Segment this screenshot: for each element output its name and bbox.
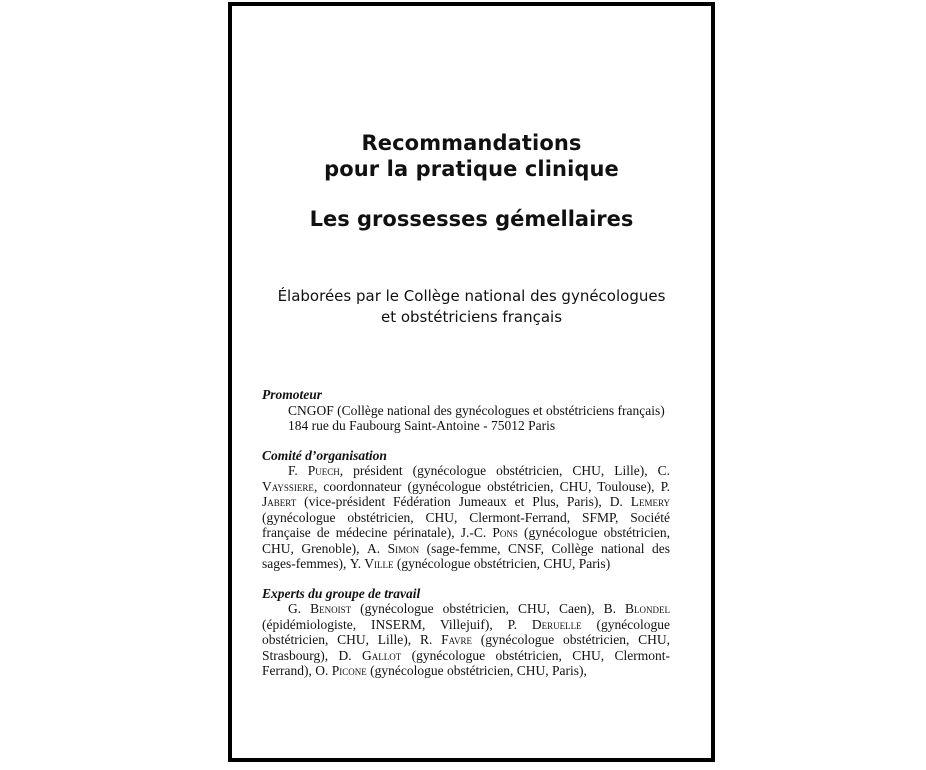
elaboration-line-2: et obstétriciens français [380, 308, 563, 326]
document-page [228, 2, 715, 762]
comite-heading: Comité d’organisation [262, 447, 387, 463]
page-title-line-1: Recommandations [361, 131, 582, 155]
page-subtitle: Les grossesses gémellaires [309, 207, 634, 231]
member-name: P. Jabert [262, 478, 670, 509]
promoteur-line-1: CNGOF (Collège national des gynécologues et obstétriciens français) [288, 402, 665, 418]
member-role: , coordonnateur (gynécologue obstétricien, CHU, Toulouse), [313, 478, 661, 494]
member-role: (vice-président Fédération Jumeaux et Plus, Paris), [296, 494, 610, 509]
member-name: Y. Ville [349, 556, 394, 571]
experts-heading: Experts du groupe de travail [262, 585, 421, 601]
member-name: D. Lemery [609, 494, 670, 509]
member-role: (gynécologue obstétricien, CHU, Paris) [393, 556, 611, 571]
member-role: (gynécologue obstétricien, CHU, Strasbourg), [262, 632, 670, 663]
member-role: (gynécologue obstétricien, CHU, Clermont-Ferrand, SFMP, Société française de médecine périnatale), [262, 509, 670, 540]
experts-section [262, 586, 670, 679]
comite-body [262, 463, 670, 572]
member-role: (épidémiologiste, INSERM, Villejuif), [262, 616, 508, 632]
member-name: O. Picone [315, 663, 367, 678]
member-role: (sage-femme, CNSF, Collège national des sages-femmes), [262, 540, 670, 571]
member-name: G. Benoist [288, 601, 352, 616]
member-role: (gynécologue obstétricien, CHU, Grenoble), [262, 525, 670, 556]
sections [262, 387, 670, 693]
promoteur-heading: Promoteur [262, 387, 323, 402]
comite-section [262, 448, 670, 572]
member-role: (gynécologue obstétricien, CHU, Paris), [366, 663, 587, 678]
member-name: P. Deruelle [507, 616, 582, 632]
member-name: F. Puech [288, 463, 340, 478]
member-role: (gynécologue obstétricien, CHU, Lille), [262, 616, 670, 647]
elaboration-line-1: Élaborées par le Collège national des gynécologues [277, 287, 666, 305]
member-role: (gynécologue obstétricien, CHU, Caen), [351, 601, 604, 616]
member-role: (gynécologue obstétricien, CHU, Clermont-Ferrand), [262, 647, 670, 678]
member-name: R. Favre [419, 632, 472, 647]
promoteur-section [262, 387, 670, 434]
member-name: A. Simon [366, 540, 420, 556]
experts-body [262, 601, 670, 679]
member-name: D. Gallot [338, 647, 402, 663]
member-name: C. Vayssiere [262, 463, 670, 494]
member-name: B. Blondel [603, 601, 670, 616]
title-block [232, 130, 711, 232]
page-title-line-2: pour la pratique clinique [324, 157, 619, 181]
member-name: J.-C. Pons [460, 525, 518, 540]
promoteur-line-2: 184 rue du Faubourg Saint-Antoine - 75012 Paris [288, 418, 556, 433]
member-role: , président (gynécologue obstétricien, CHU, Lille), [339, 463, 658, 478]
elaboration-block [232, 286, 711, 328]
